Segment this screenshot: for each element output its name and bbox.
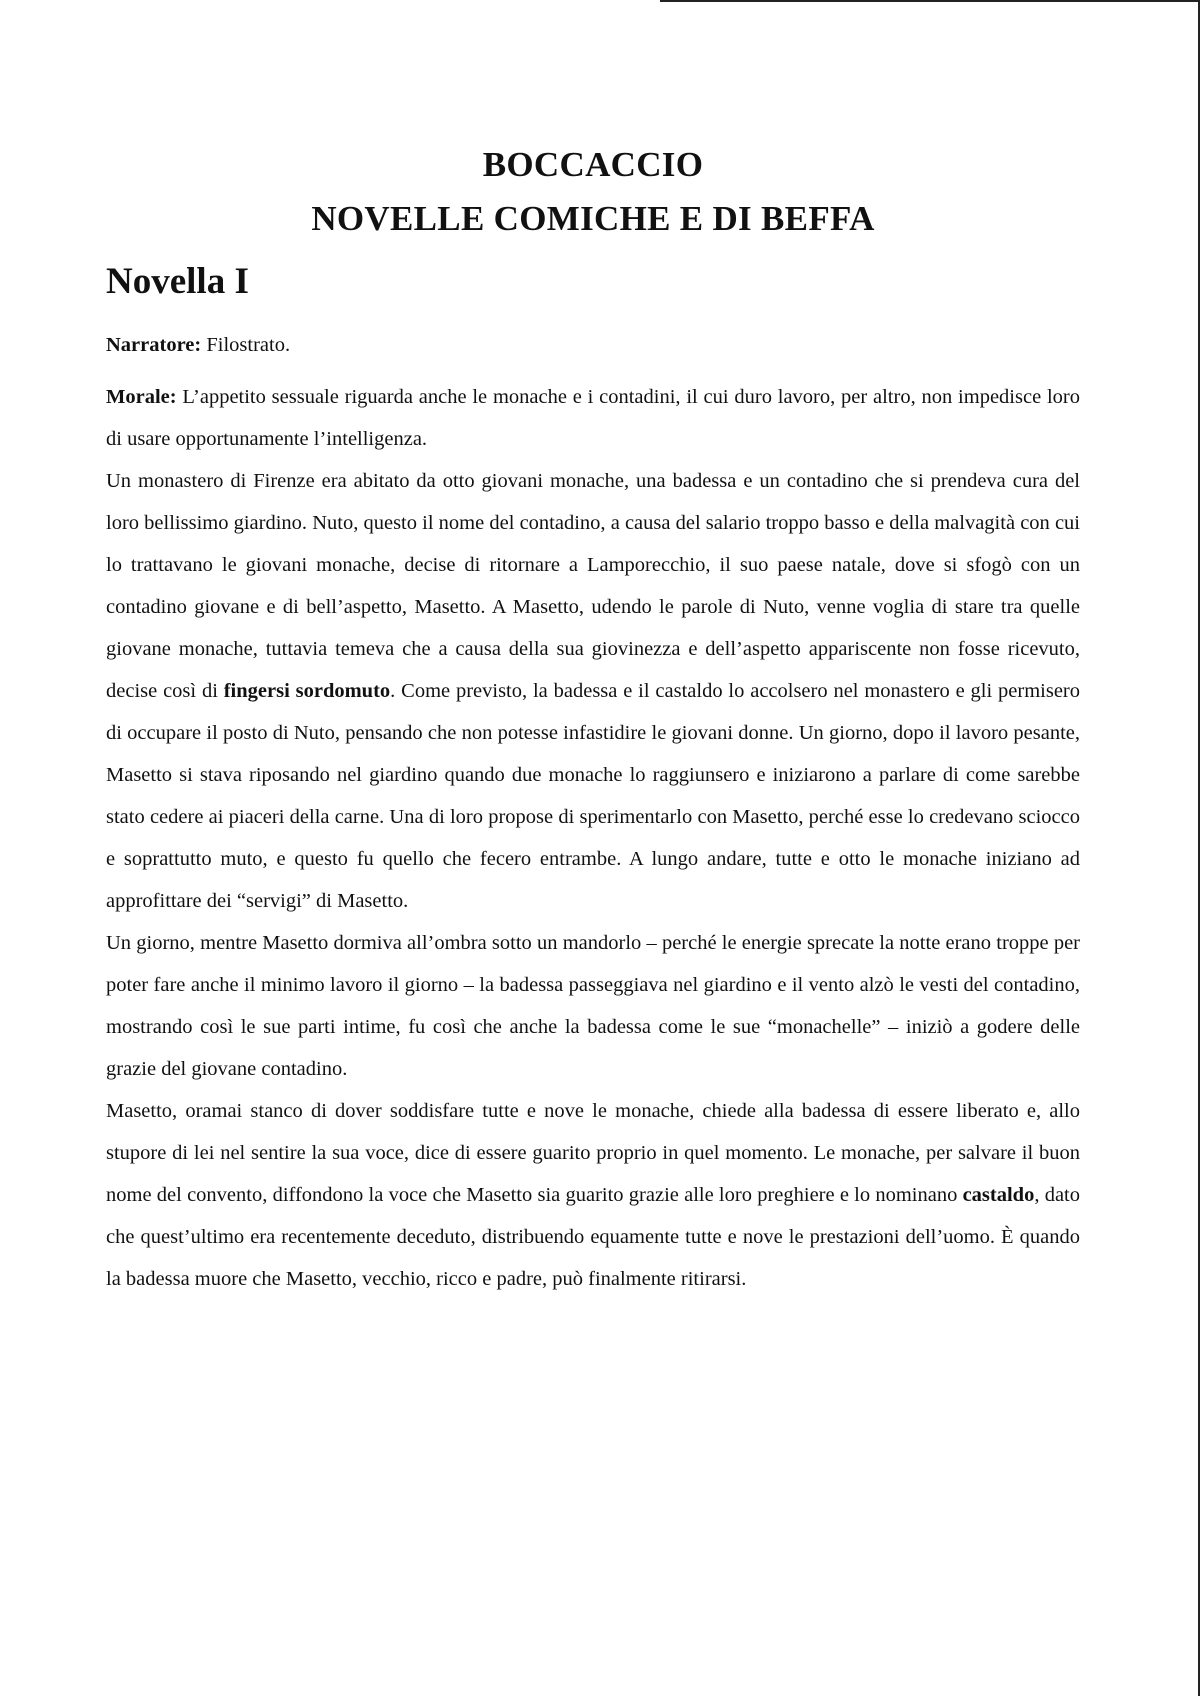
paragraph-1-text-a: Un monastero di Firenze era abitato da otto giovani monache, una badessa e un contadino che si prendeva cura del loro bellissimo giardino. Nuto, questo il nome del contadino, a causa del salario troppo basso e della malvagità con cui lo trattavano le giovani monache, decise di ritornare a Lamporecchio, il suo paese natale, dove si sfogò con un contadino giovane e di bell’aspetto, Masetto. A Masetto, udendo le parole di Nuto, venne voglia di stare tra quelle giovane monache, tuttavia temeva che a causa della sua giovinezza e dell’aspetto appariscente non fosse ricevuto, decise così di (106, 470, 1080, 702)
narrator-value: Filostrato. (201, 334, 291, 356)
narrator-line (106, 324, 1080, 366)
section-heading: Novella I (106, 261, 249, 302)
document-content (106, 138, 1080, 1300)
body-paragraph-1 (106, 460, 1080, 922)
moral-line (106, 376, 1080, 460)
moral-value: L’appetito sessuale riguarda anche le monache e i contadini, il cui duro lavoro, per altro, non impedisce loro di usare opportunamente l’intelligenza. (106, 386, 1080, 450)
narrator-label: Narratore: (106, 334, 202, 356)
document-subtitle: NOVELLE COMICHE E DI BEFFA (311, 199, 875, 238)
body-paragraph-2: Un giorno, mentre Masetto dormiva all’ombra sotto un mandorlo – perché le energie sprecate la notte erano troppe per poter fare anche il minimo lavoro il giorno – la badessa passeggiava nel giardino e il vento alzò le vesti del contadino, mostrando così le sue parti intime, fu così che anche la badessa come le sue “monachelle” – iniziò a godere delle grazie del giovane contadino. (106, 932, 1080, 1080)
paragraph-3-text-b: , dato che quest’ultimo era recentemente deceduto, distribuendo equamente tutte e nove le prestazioni dell’uomo. È quando la badessa muore che Masetto, vecchio, ricco e padre, può finalmente ritirarsi. (106, 1184, 1080, 1290)
paragraph-3-bold-phrase: castaldo (962, 1184, 1035, 1206)
moral-label: Morale: (106, 386, 177, 408)
paragraph-1-bold-phrase: fingersi sordomuto (223, 680, 391, 702)
document-title: BOCCACCIO (482, 145, 704, 184)
body-paragraph-3 (106, 1090, 1080, 1300)
paragraph-3-text-a: Masetto, oramai stanco di dover soddisfare tutte e nove le monache, chiede alla badessa di essere liberato e, allo stupore di lei nel sentire la sua voce, dice di essere guarito proprio in quel momento. Le monache, per salvare il buon nome del convento, diffondono la voce che Masetto sia guarito grazie alle loro preghiere e lo nominano (106, 1100, 1080, 1206)
paragraph-1-text-b: . Come previsto, la badessa e il castaldo lo accolsero nel monastero e gli permisero di occupare il posto di Nuto, pensando che non potesse infastidire le giovani donne. Un giorno, dopo il lavoro pesante, Masetto si stava riposando nel giardino quando due monache lo raggiunsero e iniziarono a parlare di come sarebbe stato cedere ai piaceri della carne. Una di loro propose di sperimentarlo con Masetto, perché esse lo credevano sciocco e soprattutto muto, e questo fu quello che fecero entrambe. A lungo andare, tutte e otto le monache iniziano ad approfittare dei “servigi” di Masetto. (106, 680, 1080, 912)
scan-edge-top (660, 0, 1200, 2)
